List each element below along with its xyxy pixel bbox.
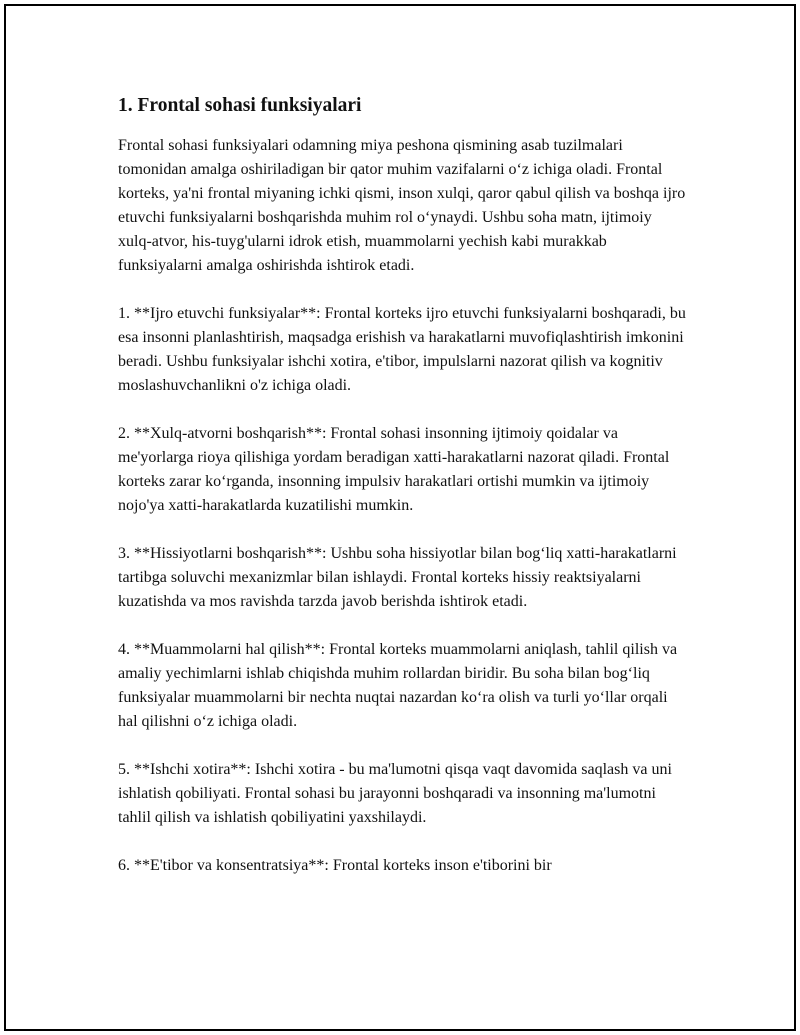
intro-paragraph: Frontal sohasi funksiyalari odamning miya peshona qismining asab tuzilmalari tomonidan amalga oshiriladigan bir qator muhim vazifalarni o‘z ichiga oladi. Frontal korteks, ya'ni frontal miyaning ichki qismi, inson xulqi, qaror qabul qilish va boshqa ijro etuvchi funksiyalarni boshqarishda muhim rol o‘ynaydi. Ushbu soha matn, ijtimoiy xulq-atvor, his-tuyg'ularni idrok etish, muammolarni yechish kabi murakkab funksiyalarni amalga oshirishda ishtirok etadi. bbox=[118, 137, 686, 274]
paragraph-problem-solving: 4. **Muammolarni hal qilish**: Frontal korteks muammolarni aniqlash, tahlil qilish va amaliy yechimlarni ishlab chiqishda muhim rollardan biridir. Bu soha bilan bog‘liq funksiyalar muammolarni bir nechta nuqtai nazardan ko‘ra olish va turli yo‘llar orqali hal qilishni o‘z ichiga oladi. bbox=[118, 641, 678, 730]
paragraph-executive-functions: 1. **Ijro etuvchi funksiyalar**: Frontal korteks ijro etuvchi funksiyalarni boshqaradi, bu esa insonni planlashtirish, maqsadga erishish va harakatlarni muvofiqlashtirish imkonini beradi. Ushbu funksiyalar ishchi xotira, e'tibor, impulslarni nazorat qilish va kognitiv moslashuvchanlikni o'z ichiga oladi. bbox=[118, 305, 686, 394]
paragraph-emotion-control: 3. **Hissiyotlarni boshqarish**: Ushbu soha hissiyotlar bilan bog‘liq xatti-harakatlarni tartibga soluvchi mexanizmlar bilan ishlaydi. Frontal korteks hissiy reaktsiyalarni kuzatishda va mos ravishda tarzda javob berishda ishtirok etadi. bbox=[118, 545, 677, 610]
paragraph-behavior-control: 2. **Xulq-atvorni boshqarish**: Frontal sohasi insonning ijtimoiy qoidalar va me'yorlarga rioya qilishiga yordam beradigan xatti-harakatlarni nazorat qiladi. Frontal korteks zarar ko‘rganda, insonning impulsiv harakatlari ortishi mumkin va ijtimoiy nojo'ya xatti-harakatlarda kuzatilishi mumkin. bbox=[118, 425, 670, 514]
section-heading: 1. Frontal sohasi funksiyalari bbox=[118, 95, 362, 116]
paragraph-working-memory: 5. **Ishchi xotira**: Ishchi xotira - bu ma'lumotni qisqa vaqt davomida saqlash va uni ishlatish qobiliyati. Frontal sohasi bu jarayonni boshqaradi va insonning ma'lumotni tahlil qilish va ishlatish qobiliyatini yaxshilaydi. bbox=[118, 761, 672, 826]
paragraph-attention: 6. **E'tibor va konsentratsiya**: Frontal korteks inson e'tiborini bir bbox=[118, 857, 552, 874]
document-body bbox=[118, 92, 688, 902]
